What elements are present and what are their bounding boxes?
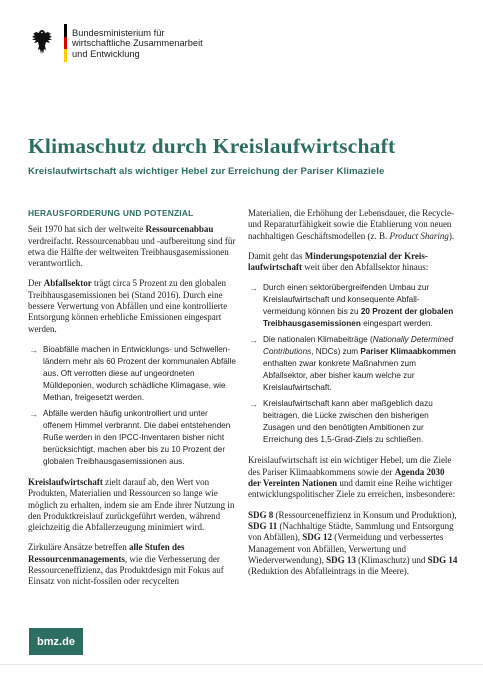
- text: eingespart werden.: [360, 319, 433, 329]
- left-column: [28, 208, 236, 597]
- emphasis: Minderungspotenzial der Kreislaufwirtschaft: [248, 250, 428, 273]
- text: (Ressourceneffizienz in Konsum und Produktion),: [273, 509, 457, 520]
- paragraph: [248, 251, 458, 274]
- arrow-right-icon: →: [29, 408, 38, 419]
- paragraph: [28, 278, 236, 334]
- sdg-label: SDG 12: [302, 532, 333, 543]
- paragraph: [248, 510, 458, 578]
- text: Damit geht das: [248, 250, 305, 261]
- text: ).: [448, 230, 455, 241]
- page-title: Klimaschutz durch Kreislaufwirtschaft: [28, 134, 396, 158]
- text: (Reduktion des Abfalleintrags in die Meere).: [248, 566, 409, 577]
- text: Kreislaufwirtschaft ist ein wichtiger Hebel, um die Ziele des Pariser Klimaabkommens sowie der: [248, 455, 452, 477]
- ministry-line: und Entwicklung: [72, 48, 140, 59]
- text: Seit 1970 hat sich der weltweite: [28, 224, 146, 235]
- emphasis: Pariser Klimaabkommen: [360, 347, 456, 357]
- arrow-right-icon: →: [249, 283, 258, 294]
- text: , NDCs) zum: [311, 347, 361, 357]
- bullet-list: [28, 344, 236, 468]
- text: Durch einen sektorübergreifenden Umbau zur Kreislaufwirtschaft und konsequente Abfallvermeidung können bis zu: [263, 283, 430, 317]
- text: Zirkuläre Ansätze betreffen: [28, 542, 130, 553]
- emphasis: Kreislaufwirtschaft: [28, 476, 103, 487]
- text: trägt circa 5 Prozent zu den globalen Treibhausgasemissionen bei (Stand 2016). Durch eine bessere Verwertung von Abfällen und eine kontrollierte Entsorgung können erhebliche Emissionen eingespart werden.: [28, 278, 228, 334]
- list-item: [28, 344, 236, 404]
- text: Der: [28, 278, 44, 289]
- list-item: [28, 408, 236, 468]
- flag-bar: [64, 24, 67, 62]
- text: verdreifacht. Ressourcenabbau und -aufbereitung sind für etwa die Hälfte der weltweiten Treibhausgasemissionen verantwortlich.: [28, 235, 236, 269]
- text: und damit eine Reihe wichtiger entwicklungspolitischer Ziele zu erreichen, insbesondere:: [248, 478, 456, 500]
- emphasis: Ressourcenabbau: [145, 224, 214, 235]
- text: Kreislaufwirtschaft kann aber maßgeblich dazu beitragen, die Lücke zwischen den bisherigen Zusagen und den benötigten Ambitionen zur Erreichung des 1,5-Grad-Ziels zu schließen.: [263, 399, 433, 445]
- emphasis: 20 Prozent der globalen Treibhausgasemissionen: [263, 307, 454, 329]
- emphasis: alle Stufen des Ressourcenmanagements: [28, 542, 185, 564]
- arrow-right-icon: →: [249, 335, 258, 346]
- text: Bioabfälle machen in Entwicklungs- und Schwellenländern mehr als 60 Prozent der kommunalen Abfälle aus. Oft verrotten diese auf ungeordneten Mülldeponien, wodurch schädliche Klimagase, wie Methan, freigesetzt werden.: [43, 344, 236, 402]
- italic-text: Nationally Determined Contributions: [263, 335, 454, 357]
- list-item: [248, 398, 458, 446]
- sdg-label: SDG 14: [427, 554, 458, 565]
- paragraph: [248, 455, 458, 500]
- text: Die nationalen Klimabeiträge (: [263, 335, 373, 345]
- bmz-logo[interactable]: bmz.de: [29, 628, 83, 655]
- sdg-label: SDG 11: [248, 520, 278, 531]
- page-subtitle: Kreislaufwirtschaft als wichtiger Hebel zur Erreichung der Pariser Klimaziele: [28, 166, 385, 177]
- arrow-right-icon: →: [249, 399, 258, 410]
- emphasis: Abfallsektor: [43, 278, 92, 289]
- text: , wie die Verbesserung der Ressourceneffizienz, das Produktdesign mit Fokus auf Einsatz von nicht-fossilen oder recycelten: [28, 553, 224, 587]
- paragraph: [28, 542, 236, 587]
- paragraph: [248, 208, 458, 242]
- list-item: [248, 334, 458, 394]
- text: (Vermeidung und verbessertes Management von Abfällen, Verwertung und Wiederverwendung),: [248, 532, 444, 565]
- ministry-line: wirtschaftliche Zusammenarbeit: [72, 38, 203, 49]
- arrow-right-icon: →: [29, 344, 38, 355]
- emphasis: Agenda 2030 der Vereinten Nationen: [248, 466, 445, 489]
- ministry-header: [30, 28, 203, 62]
- text: weit über den Abfallsektor hinaus:: [302, 262, 429, 273]
- sdg-label: SDG 8: [248, 509, 274, 520]
- text: Abfälle werden häufig unkontrolliert und unter offenem Himmel verbrannt. Die dabei entstehenden Ruße werden in den IPCC-Inventaren bisher nicht berücksichtigt, machen aber bis zu 10 Prozent der globalen Treibhausgasemissionen aus.: [43, 408, 231, 466]
- text: (Nachhaltige Städte, Sammlung und Entsorgung von Abfällen),: [248, 520, 454, 543]
- italic-text: Product Sharing: [389, 230, 449, 241]
- ministry-name: [72, 28, 203, 59]
- text: (Klimaschutz) und: [355, 554, 428, 565]
- paragraph: [28, 224, 236, 269]
- ministry-line: Bundesministerium für: [72, 28, 165, 38]
- text: zielt darauf ab, den Wert von Produkten, Materialien und Ressourcen so lange wie möglich zu erhalten, indem sie am Ende ihrer Nutzung in den Produktkreislauf zurückgeführt werden, während gleichzeitig die Abfallerzeugung minimiert wird.: [28, 476, 235, 533]
- right-column: [248, 208, 458, 586]
- text: enthalten zwar konkrete Maßnahmen zum Abfallsektor, aber bisher kaum welche zur Kreislaufwirtschaft.: [263, 359, 416, 393]
- footer-divider: [0, 664, 483, 665]
- paragraph: [28, 477, 236, 533]
- text: Materialien, die Erhöhung der Lebensdauer, die Recycle- und Reparaturfähigkeit sowie die Etablierung von neuen nachhaltigen Geschäftsmodellen (z. B.: [248, 208, 455, 241]
- federal-eagle-icon: [30, 28, 54, 56]
- list-item: [248, 282, 458, 330]
- section-heading: HERAUSFORDERUNG UND POTENZIAL: [28, 208, 194, 218]
- sdg-label: SDG 13: [326, 554, 356, 565]
- bullet-list: [248, 282, 458, 446]
